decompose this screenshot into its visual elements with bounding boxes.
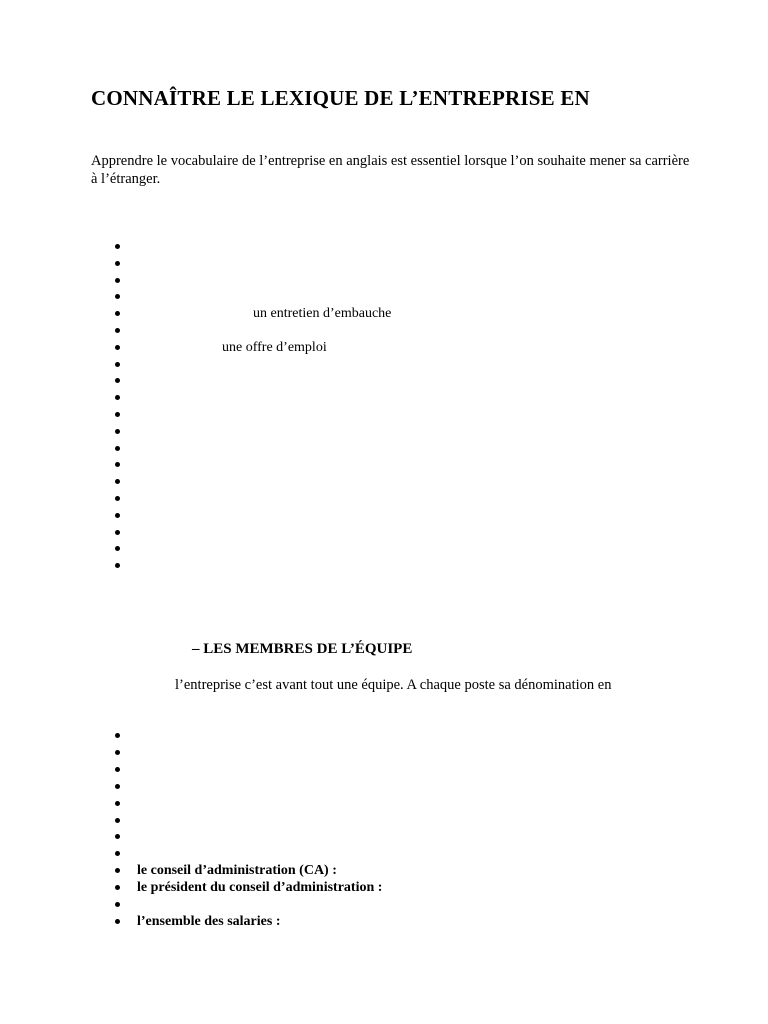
bullet-icon (115, 784, 120, 789)
list-item-text: une offre d’emploi (222, 339, 327, 355)
page-title: CONNAÎTRE LE LEXIQUE DE L’ENTREPRISE EN (91, 86, 590, 110)
list-item-text: l’ensemble des salaries : (137, 913, 281, 929)
bullet-icon (115, 412, 120, 417)
bullet-icon (115, 328, 120, 333)
bullet-icon (115, 851, 120, 856)
bullet-icon (115, 733, 120, 738)
list-item-text: le conseil d’administration (CA) : (137, 863, 337, 879)
section-intro-team: l’entreprise c’est avant tout une équipe. A chaque poste sa dénomination en (175, 677, 612, 693)
bullet-icon (115, 530, 120, 535)
bullet-icon (115, 801, 120, 806)
bullet-icon (115, 278, 120, 283)
section-title-team: – LES MEMBRES DE L’ÉQUIPE (192, 641, 413, 657)
bullet-icon (115, 750, 120, 755)
bullet-icon (115, 479, 120, 484)
bullet-icon (115, 378, 120, 383)
bullet-icon (115, 244, 120, 249)
bullet-icon (115, 496, 120, 501)
bullet-icon (115, 429, 120, 434)
bullet-icon (115, 362, 120, 367)
bullet-icon (115, 885, 120, 890)
bullet-icon (115, 311, 120, 316)
bullet-icon (115, 563, 120, 568)
bullet-icon (115, 513, 120, 518)
list-item-text: un entretien d’embauche (253, 306, 392, 322)
bullet-icon (115, 834, 120, 839)
bullet-icon (115, 818, 120, 823)
bullet-icon (115, 868, 120, 873)
bullet-icon (115, 261, 120, 266)
bullet-icon (115, 546, 120, 551)
bullet-icon (115, 345, 120, 350)
bullet-icon (115, 767, 120, 772)
bullet-icon (115, 395, 120, 400)
bullet-icon (115, 294, 120, 299)
bullet-icon (115, 462, 120, 467)
bullet-icon (115, 919, 120, 924)
list-item-text: le président du conseil d’administration : (137, 880, 383, 896)
intro-paragraph: Apprendre le vocabulaire de l’entreprise en anglais est essentiel lorsque l’on souhaite mener sa carrière à l’étranger. (91, 153, 690, 187)
bullet-icon (115, 902, 120, 907)
bullet-icon (115, 446, 120, 451)
